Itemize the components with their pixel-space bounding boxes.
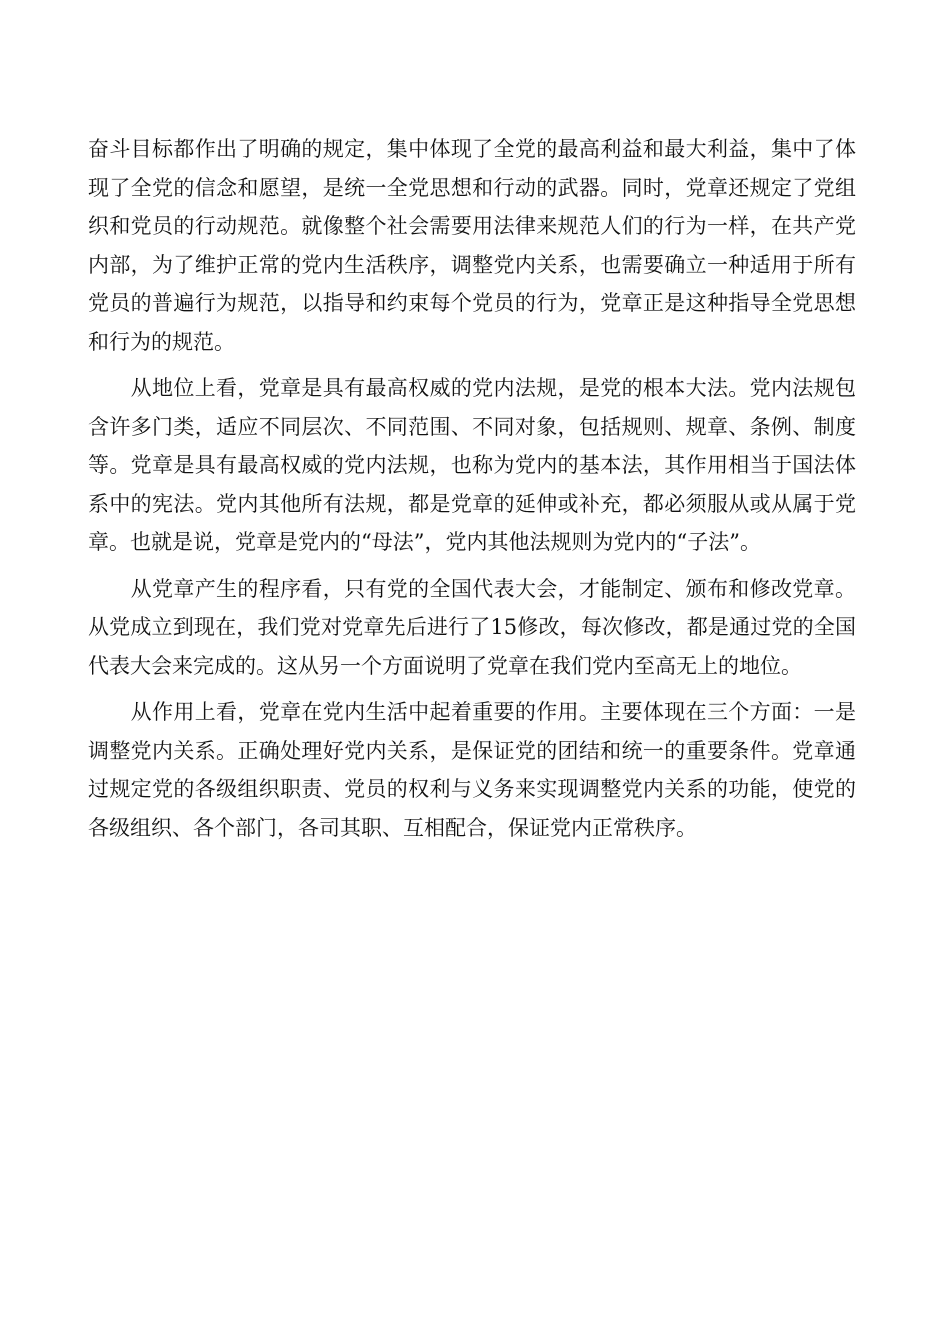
- paragraph-4: 从作用上看，党章在党内生活中起着重要的作用。主要体现在三个方面：一是调整党内关系。正确处理好党内关系，是保证党的团结和统一的重要条件。党章通过规定党的各级组织职责、党员的权利与义务来实现调整党内关系的功能，使党的各级组织、各个部门，各司其职、互相配合，保证党内正常秩序。: [88, 700, 856, 840]
- paragraph-2: 从地位上看，党章是具有最高权威的党内法规，是党的根本大法。党内法规包含许多门类，适应不同层次、不同范围、不同对象，包括规则、规章、条例、制度等。党章是具有最高权威的党内法规，也称为党内的基本法，其作用相当于国法体系中的宪法。党内其他所有法规，都是党章的延伸或补充，都必须服从或从属于党章。也就是说，党章是党内的“母法”，党内其他法规则为党内的“子法”。: [88, 376, 856, 554]
- document-body: [88, 130, 856, 855]
- paragraph-3: 从党章产生的程序看，只有党的全国代表大会，才能制定、颁布和修改党章。从党成立到现在，我们党对党章先后进行了15修改，每次修改，都是通过党的全国代表大会来完成的。这从另一个方面说明了党章在我们党内至高无上的地位。: [88, 576, 856, 678]
- paragraph-1: 奋斗目标都作出了明确的规定，集中体现了全党的最高利益和最大利益，集中了体现了全党的信念和愿望，是统一全党思想和行动的武器。同时，党章还规定了党组织和党员的行动规范。就像整个社会需要用法律来规范人们的行为一样，在共产党内部，为了维护正常的党内生活秩序，调整党内关系，也需要确立一种适用于所有党员的普遍行为规范，以指导和约束每个党员的行为，党章正是这种指导全党思想和行为的规范。: [88, 137, 856, 354]
